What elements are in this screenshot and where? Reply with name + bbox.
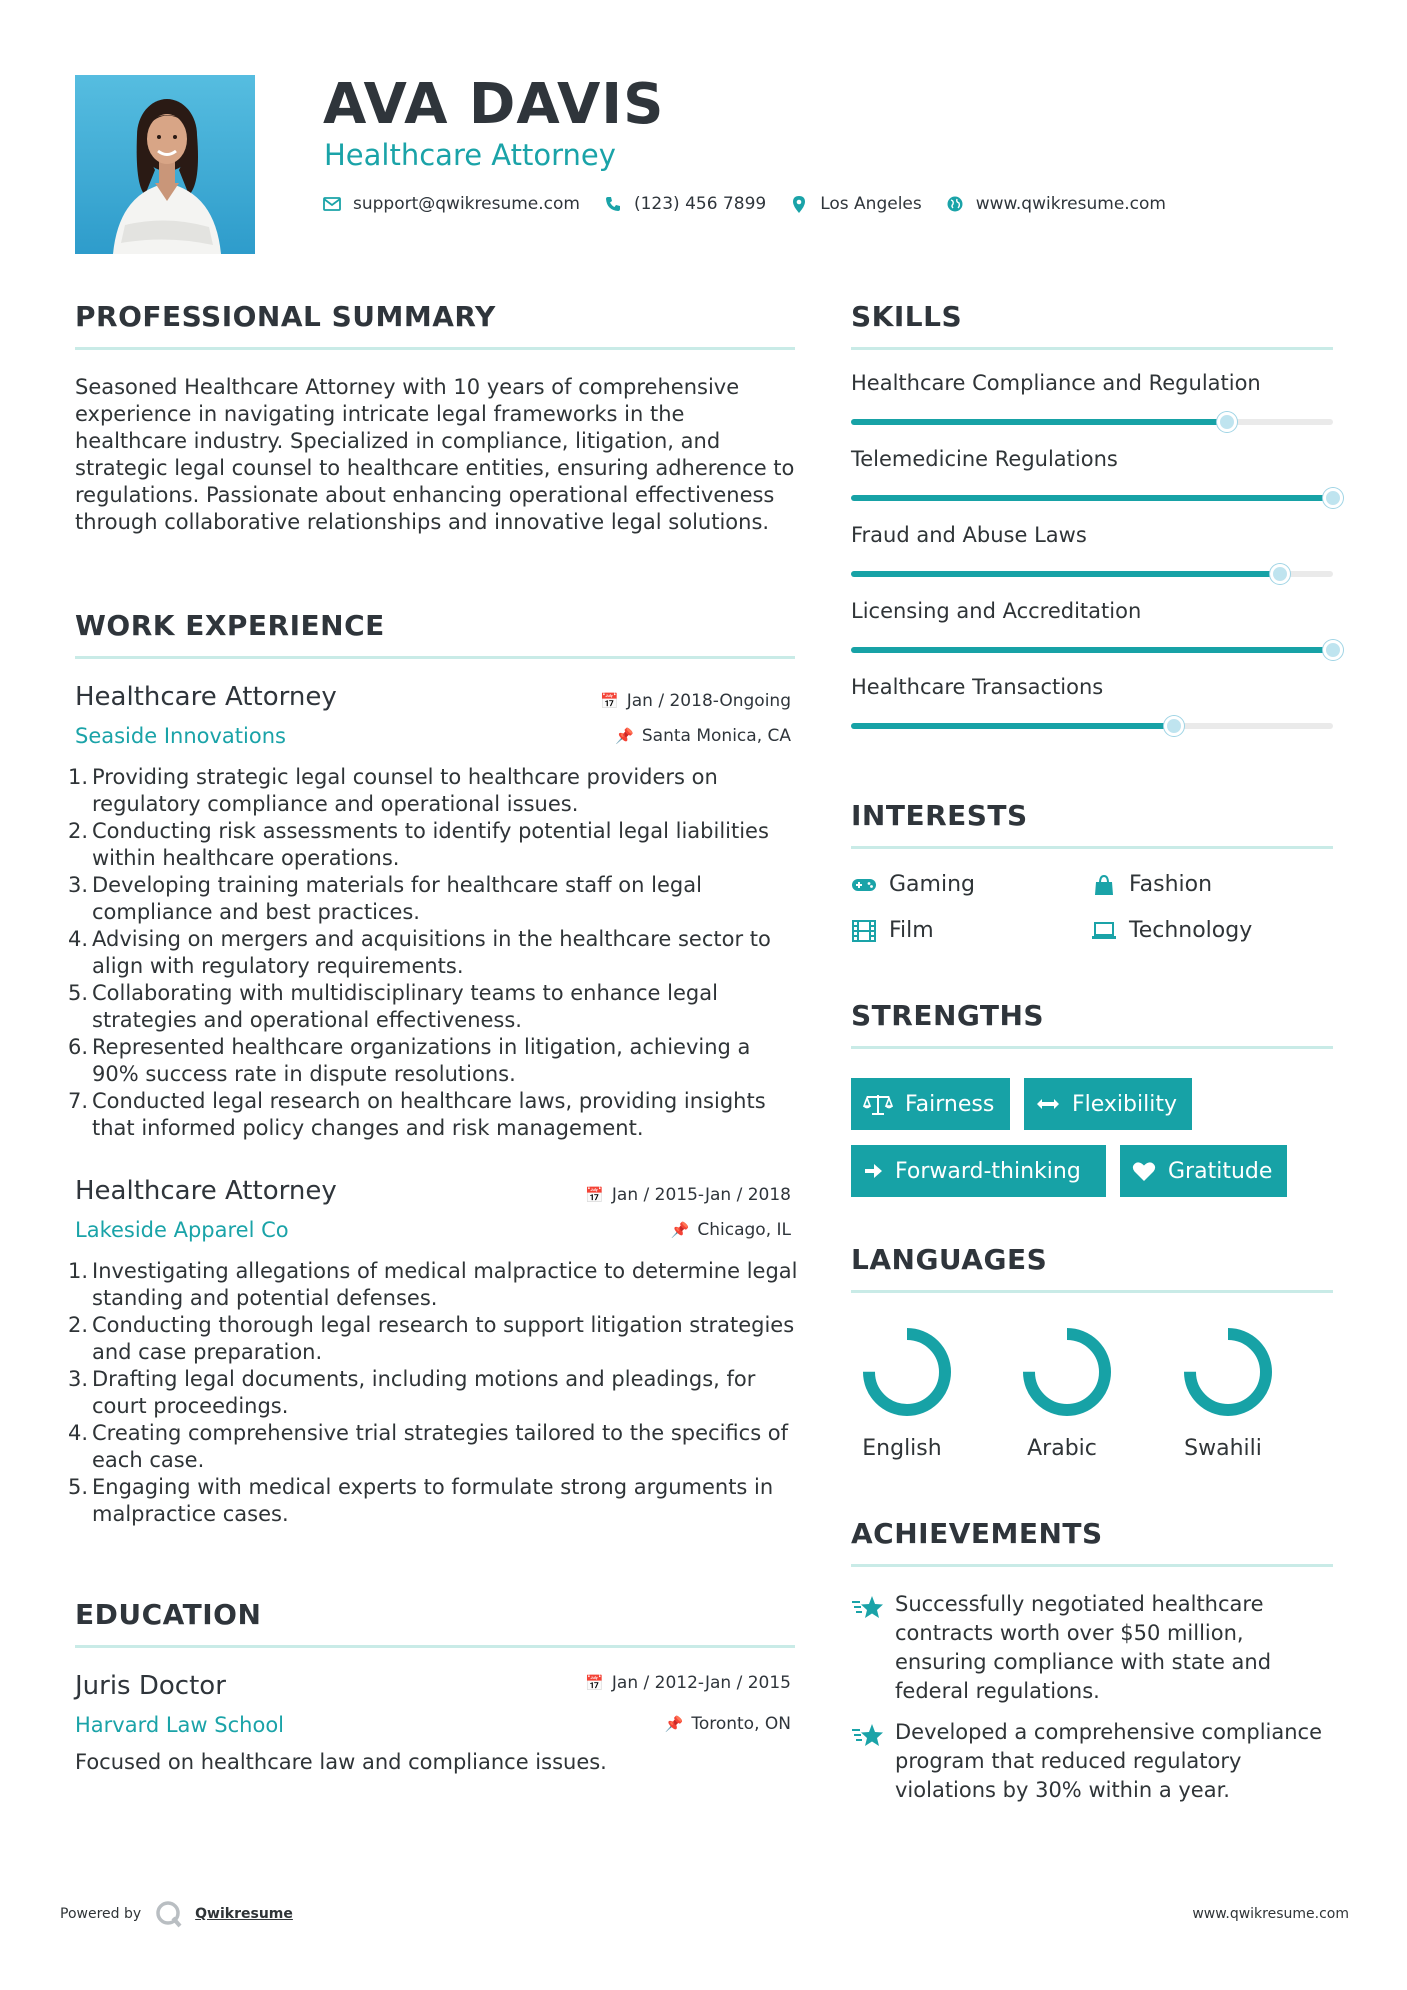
- responsibility-number: 5.: [68, 981, 89, 1005]
- job-dates-text: Jan / 2015-Jan / 2018: [611, 1185, 791, 1205]
- interest-label: Gaming: [889, 872, 975, 897]
- skill-label: Licensing and Accreditation: [851, 599, 1142, 623]
- gamepad-icon: [851, 877, 877, 893]
- responsibility-text: Conducted legal research on healthcare laws, providing insights that informed policy changes and risk management.: [92, 1089, 766, 1140]
- strength-badge-flexibility: [1024, 1078, 1192, 1130]
- interest-label: Technology: [1129, 918, 1253, 943]
- globe-icon: [946, 196, 964, 212]
- language-ring-arc: [1029, 1334, 1105, 1410]
- responsibility-text: Developing training materials for healthcare staff on legal compliance and best practices.: [92, 873, 702, 924]
- achievement-item: [851, 1718, 1331, 1805]
- qwikresume-logo-icon: [155, 1900, 183, 1928]
- job-title: Healthcare Attorney: [75, 1176, 337, 1206]
- job-location: [615, 725, 791, 747]
- job-responsibilities: [68, 764, 803, 1142]
- calendar-icon: 📅: [600, 692, 619, 710]
- responsibility-item: [68, 926, 803, 980]
- responsibility-item: [68, 1474, 803, 1528]
- language-ring-arc: [1190, 1334, 1266, 1410]
- powered-by-text: Powered by: [60, 1906, 142, 1922]
- languages-heading: LANGUAGES: [851, 1243, 1048, 1276]
- language-ring: [1012, 1322, 1122, 1422]
- responsibility-number: 4.: [68, 927, 89, 951]
- skill-bar-knob: [1323, 488, 1343, 508]
- achievements-heading: ACHIEVEMENTS: [851, 1517, 1103, 1550]
- languages-divider: [851, 1290, 1333, 1293]
- job-responsibilities: [68, 1258, 803, 1528]
- interest-item-film: [851, 918, 934, 943]
- qwikresume-brand-link[interactable]: Qwikresume: [195, 1906, 293, 1922]
- work-heading: WORK EXPERIENCE: [75, 609, 385, 642]
- skill-label: Healthcare Transactions: [851, 675, 1104, 699]
- shopping-bag-icon: [1091, 874, 1117, 896]
- interests-divider: [851, 846, 1333, 849]
- responsibility-number: 2.: [68, 819, 89, 843]
- interest-label: Film: [889, 918, 934, 943]
- skill-bar-track: [851, 495, 1333, 501]
- skill-bar-fill: [851, 723, 1174, 729]
- responsibility-item: [68, 980, 803, 1034]
- responsibility-number: 6.: [68, 1035, 89, 1059]
- language-label: English: [862, 1436, 942, 1461]
- strength-badge-fairness: [851, 1078, 1010, 1130]
- responsibility-number: 3.: [68, 1367, 89, 1391]
- responsibility-text: Creating comprehensive trial strategies tailored to the specifics of each case.: [92, 1421, 789, 1472]
- envelope-icon: [323, 197, 341, 211]
- phone-icon: [604, 196, 622, 212]
- calendar-icon: 📅: [585, 1186, 604, 1204]
- responsibility-item: [68, 818, 803, 872]
- job-location-text: Santa Monica, CA: [641, 726, 791, 746]
- language-ring-arc: [869, 1334, 945, 1410]
- laptop-icon: [1091, 922, 1117, 940]
- work-divider: [75, 656, 795, 659]
- summary-heading: PROFESSIONAL SUMMARY: [75, 300, 496, 333]
- skill-bar-fill: [851, 495, 1333, 501]
- language-ring-chart: [1017, 1322, 1117, 1422]
- contact-location: Los Angeles: [820, 194, 922, 214]
- strengths-heading: STRENGTHS: [851, 999, 1045, 1032]
- education-location: [665, 1713, 791, 1735]
- arrows-horizontal-icon: [1036, 1098, 1060, 1110]
- contact-website[interactable]: www.qwikresume.com: [975, 194, 1166, 214]
- responsibility-text: Collaborating with multidisciplinary teams to enhance legal strategies and operational effectiveness.: [92, 981, 718, 1032]
- responsibility-item: [68, 1366, 803, 1420]
- skill-bar-track: [851, 419, 1333, 425]
- interest-item-technology: [1091, 918, 1252, 943]
- strength-label: Flexibility: [1072, 1091, 1177, 1117]
- strengths-divider: [851, 1046, 1333, 1049]
- responsibility-text: Providing strategic legal counsel to healthcare providers on regulatory compliance and operational issues.: [92, 765, 718, 816]
- skill-bar-fill: [851, 647, 1333, 653]
- contact-bar: [323, 194, 1190, 214]
- responsibility-text: Represented healthcare organizations in litigation, achieving a 90% success rate in dispute resolutions.: [92, 1035, 751, 1086]
- language-ring: [852, 1322, 962, 1422]
- pushpin-icon: 📌: [615, 727, 634, 745]
- job-dates: [585, 1184, 791, 1206]
- language-ring-chart: [857, 1322, 957, 1422]
- responsibility-number: 7.: [68, 1089, 89, 1113]
- pushpin-icon: 📌: [670, 1221, 690, 1239]
- job-dates: [600, 690, 791, 712]
- arrow-right-icon: [863, 1161, 883, 1181]
- responsibility-item: [68, 1034, 803, 1088]
- interest-item-fashion: [1091, 872, 1212, 897]
- skill-bar-track: [851, 571, 1333, 577]
- calendar-icon: 📅: [585, 1674, 604, 1692]
- shooting-star-icon: [851, 1590, 895, 1706]
- strength-badge-forward-thinking: [851, 1145, 1106, 1197]
- skill-bar-knob: [1270, 564, 1290, 584]
- responsibility-text: Advising on mergers and acquisitions in the healthcare sector to align with regulatory requirements.: [92, 927, 771, 978]
- skills-heading: SKILLS: [851, 300, 963, 333]
- skill-label: Fraud and Abuse Laws: [851, 523, 1087, 547]
- profile-photo: [75, 75, 255, 254]
- footer-website[interactable]: www.qwikresume.com: [1192, 1906, 1349, 1922]
- summary-text: Seasoned Healthcare Attorney with 10 years of comprehensive experience in navigating intricate legal frameworks in the healthcare industry. Specialized in compliance, litigation, and strategic legal counsel to healthcare entities, ensuring adherence to regulations. Passionate about enhancing operational effectiveness through collaborative relationships and innovative legal solutions.: [75, 375, 795, 534]
- language-ring-chart: [1178, 1322, 1278, 1422]
- job-title: Healthcare Attorney: [75, 682, 337, 712]
- job-company: Lakeside Apparel Co: [75, 1218, 289, 1242]
- strength-label: Fairness: [905, 1091, 995, 1117]
- skill-bar-knob: [1164, 716, 1184, 736]
- skill-bar-fill: [851, 571, 1280, 577]
- achievements-divider: [851, 1564, 1333, 1567]
- education-dates: [585, 1672, 791, 1694]
- responsibility-text: Conducting risk assessments to identify potential legal liabilities within healthcare operations.: [92, 819, 769, 870]
- achievement-text: Successfully negotiated healthcare contracts worth over $50 million, ensuring compliance with state and federal regulations.: [895, 1592, 1272, 1703]
- interests-heading: INTERESTS: [851, 799, 1028, 832]
- skill-bar-track: [851, 647, 1333, 653]
- strength-label: Forward-thinking: [895, 1158, 1081, 1184]
- language-label: Arabic: [1027, 1436, 1097, 1461]
- language-label: Swahili: [1184, 1436, 1262, 1461]
- responsibility-number: 1.: [68, 1259, 89, 1283]
- strength-label: Gratitude: [1168, 1158, 1273, 1184]
- pushpin-icon: 📌: [664, 1715, 684, 1733]
- skill-bar-knob: [1323, 640, 1343, 660]
- job-location: [671, 1219, 791, 1241]
- skill-bar-track: [851, 723, 1333, 729]
- responsibility-item: [68, 1088, 803, 1142]
- summary-divider: [75, 347, 795, 350]
- education-description: Focused on healthcare law and compliance issues.: [75, 1750, 607, 1774]
- degree-title: Juris Doctor: [75, 1671, 226, 1701]
- heart-icon: [1132, 1161, 1156, 1182]
- education-dates-text: Jan / 2012-Jan / 2015: [611, 1673, 791, 1693]
- responsibility-text: Conducting thorough legal research to support litigation strategies and case preparation.: [92, 1313, 795, 1364]
- map-marker-icon: [790, 196, 808, 213]
- responsibility-text: Investigating allegations of medical malpractice to determine legal standing and potential defenses.: [92, 1259, 798, 1310]
- responsibility-item: [68, 1258, 803, 1312]
- responsibility-item: [68, 1312, 803, 1366]
- responsibility-number: 1.: [68, 765, 89, 789]
- skills-divider: [851, 347, 1333, 350]
- responsibility-number: 3.: [68, 873, 89, 897]
- skill-label: Telemedicine Regulations: [851, 447, 1118, 471]
- skill-bar-knob: [1217, 412, 1237, 432]
- achievement-item: [851, 1590, 1331, 1706]
- responsibility-text: Drafting legal documents, including motions and pleadings, for court proceedings.: [92, 1367, 756, 1418]
- school-name: Harvard Law School: [75, 1713, 284, 1737]
- job-dates-text: Jan / 2018-Ongoing: [626, 691, 791, 711]
- responsibility-item: [68, 764, 803, 818]
- skill-label: Healthcare Compliance and Regulation: [851, 371, 1261, 395]
- education-divider: [75, 1645, 795, 1648]
- job-location-text: Chicago, IL: [697, 1220, 791, 1240]
- balance-scale-icon: [863, 1093, 893, 1115]
- achievement-text: Developed a comprehensive compliance program that reduced regulatory violations by 30% within a year.: [895, 1720, 1323, 1802]
- shooting-star-icon: [851, 1718, 895, 1805]
- contact-email[interactable]: support@qwikresume.com: [353, 194, 580, 214]
- interest-label: Fashion: [1129, 872, 1213, 897]
- education-location-text: Toronto, ON: [691, 1714, 791, 1734]
- job-company: Seaside Innovations: [75, 724, 286, 748]
- candidate-name: AVA DAVIS: [323, 72, 665, 137]
- education-heading: EDUCATION: [75, 1598, 262, 1631]
- language-ring: [1173, 1322, 1283, 1422]
- candidate-title: Healthcare Attorney: [324, 138, 616, 172]
- film-icon: [851, 920, 877, 942]
- responsibility-number: 2.: [68, 1313, 89, 1337]
- interest-item-gaming: [851, 872, 975, 897]
- responsibility-number: 5.: [68, 1475, 89, 1499]
- responsibility-item: [68, 872, 803, 926]
- footer-powered-by: [60, 1900, 293, 1928]
- strength-badge-gratitude: [1120, 1145, 1287, 1197]
- skill-bar-fill: [851, 419, 1227, 425]
- responsibility-number: 4.: [68, 1421, 89, 1445]
- responsibility-text: Engaging with medical experts to formulate strong arguments in malpractice cases.: [92, 1475, 774, 1526]
- contact-phone[interactable]: (123) 456 7899: [633, 194, 767, 214]
- responsibility-item: [68, 1420, 803, 1474]
